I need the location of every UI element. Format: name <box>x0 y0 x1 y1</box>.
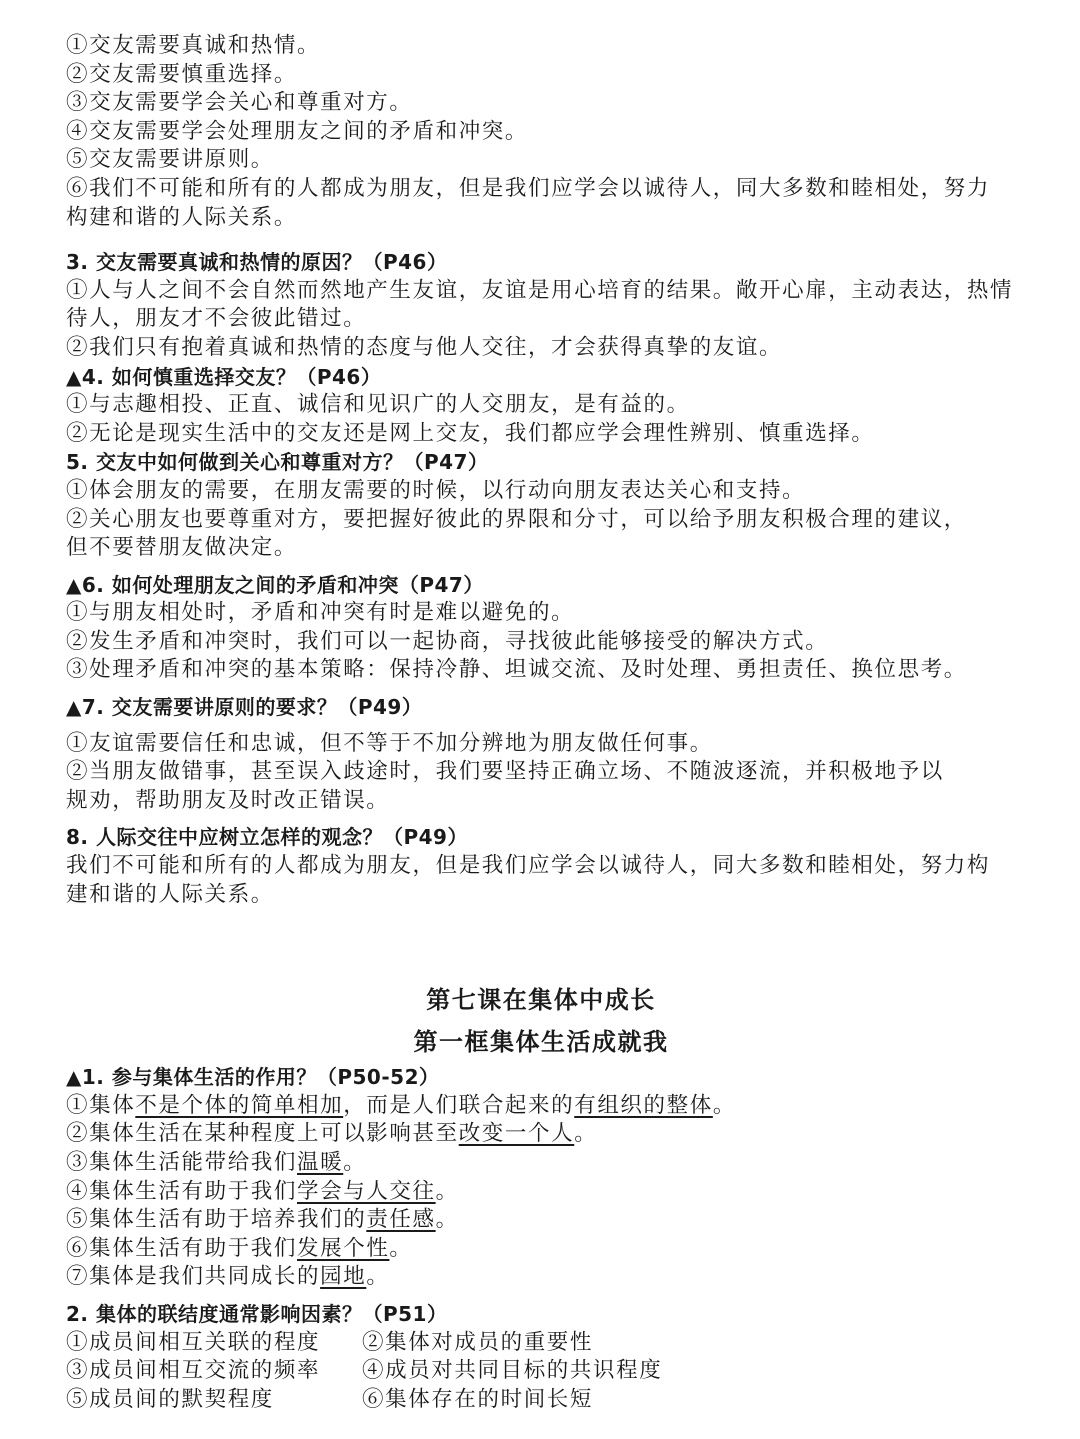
list-item: ①交友需要真诚和热情。 <box>66 33 321 58</box>
answer-line: ②当朋友做错事，甚至误入歧途时，我们要坚持正确立场、不随波逐流，并积极地予以 <box>66 759 944 785</box>
question-heading: ▲1. 参与集体生活的作用？（P50-52） <box>66 1065 440 1090</box>
answer-line: 我们不可能和所有的人都成为朋友，但是我们应学会以诚待人，同大多数和睦相处，努力构 <box>66 853 991 879</box>
lesson-subtitle: 第一框集体生活成就我 <box>413 1028 669 1057</box>
answer-line: 建和谐的人际关系。 <box>66 881 274 907</box>
list-item: ③交友需要学会关心和尊重对方。 <box>66 90 413 116</box>
list-item: ⑤交友需要讲原则。 <box>66 147 274 173</box>
answer-line: ②关心朋友也要尊重对方，要把握好彼此的界限和分寸，可以给予朋友积极合理的建议， <box>66 506 967 532</box>
factor-item: ⑥集体存在的时间长短 <box>362 1386 594 1412</box>
answer-line: 待人，朋友才不会彼此错过。 <box>66 306 367 332</box>
answer-line: 但不要替朋友做决定。 <box>66 535 298 561</box>
list-item: 构建和谐的人际关系。 <box>66 204 298 230</box>
factor-item: ④成员对共同目标的共识程度 <box>362 1358 663 1384</box>
text-span: ，而是人们联合起来的 <box>343 1092 575 1118</box>
question-heading: 2. 集体的联结度通常影响因素？（P51） <box>66 1301 448 1326</box>
answer-line: ②无论是现实生活中的交友还是网上交友，我们都应学会理性辨别、慎重选择。 <box>66 420 875 446</box>
collective-question-1 <box>66 1063 1016 1292</box>
factor-row <box>66 1329 1016 1358</box>
question-heading: ▲4. 如何慎重选择交友？（P46） <box>66 364 382 389</box>
question-heading: 8. 人际交往中应树立怎样的观念？（P49） <box>66 825 468 850</box>
text-span: ③集体生活能带给我们 <box>66 1150 298 1175</box>
text-span: 。 <box>343 1150 367 1175</box>
answer-line: ①体会朋友的需要，在朋友需要的时候，以行动向朋友表达关心和支持。 <box>66 477 806 503</box>
underlined-keyword: 园地 <box>320 1264 367 1290</box>
text-span: 。 <box>389 1235 413 1261</box>
answer-line: ①与志趣相投、正直、诚信和见识广的人交朋友，是有益的。 <box>66 392 690 418</box>
document-page <box>66 32 1016 1414</box>
question-3 <box>66 248 1016 362</box>
answer-line <box>66 1178 1016 1207</box>
factor-item: ②集体对成员的重要性 <box>362 1329 594 1355</box>
answer-line: ②发生矛盾和冲突时，我们可以一起协商，寻找彼此能够接受的解决方式。 <box>66 628 829 654</box>
underlined-keyword: 不是个体的简单相加 <box>135 1092 344 1118</box>
answer-line <box>66 1092 1016 1121</box>
answer-line: ①人与人之间不会自然而然地产生友谊，友谊是用心培育的结果。敞开心扉，主动表达，热情 <box>66 277 1014 303</box>
underlined-keyword: 有组织的整体 <box>574 1092 713 1118</box>
text-span: ④集体生活有助于我们 <box>66 1178 298 1204</box>
question-heading: ▲7. 交友需要讲原则的要求？（P49） <box>66 695 423 720</box>
question-heading: ▲6. 如何处理朋友之间的矛盾和冲突（P47） <box>66 572 484 597</box>
collective-question-2 <box>66 1300 1016 1414</box>
question-heading: 3. 交友需要真诚和热情的原因？（P46） <box>66 250 448 275</box>
underlined-keyword: 发展个性 <box>297 1235 390 1261</box>
answer-line: ①与朋友相处时，矛盾和冲突有时是难以避免的。 <box>66 600 575 626</box>
text-span: 。 <box>712 1092 736 1118</box>
list-item: ⑥我们不可能和所有的人都成为朋友，但是我们应学会以诚待人，同大多数和睦相处，努力 <box>66 175 991 201</box>
answer-line: ③处理矛盾和冲突的基本策略：保持冷静、坦诚交流、及时处理、勇担责任、换位思考。 <box>66 657 967 683</box>
answer-line: ②我们只有抱着真诚和热情的态度与他人交往，才会获得真挚的友谊。 <box>66 334 783 360</box>
answer-line <box>66 1120 1016 1149</box>
text-span: 。 <box>435 1178 459 1204</box>
question-6 <box>66 571 1016 685</box>
question-heading: 5. 交友中如何做到关心和尊重对方？（P47） <box>66 450 489 475</box>
factor-item: ①成员间相互关联的程度 <box>66 1329 321 1355</box>
answer-line: ①友谊需要信任和忠诚，但不等于不加分辨地为朋友做任何事。 <box>66 730 713 756</box>
text-span: ⑤集体生活有助于培养我们的 <box>66 1207 367 1233</box>
question-5 <box>66 448 1016 562</box>
text-span: 。 <box>366 1264 390 1290</box>
text-span: 。 <box>574 1121 598 1147</box>
underlined-keyword: 温暖 <box>297 1150 344 1175</box>
answer-line <box>66 1235 1016 1264</box>
underlined-keyword: 改变一个人 <box>458 1121 575 1147</box>
answer-line: 规劝，帮助朋友及时改正错误。 <box>66 787 390 813</box>
text-span: ⑦集体是我们共同成长的 <box>66 1264 321 1290</box>
answer-line <box>66 1206 1016 1235</box>
text-span: ⑥集体生活有助于我们 <box>66 1235 298 1261</box>
text-span: 。 <box>435 1207 459 1233</box>
answer-line <box>66 1263 1016 1292</box>
factor-row <box>66 1357 1016 1386</box>
answer-line <box>66 1149 1016 1178</box>
underlined-keyword: 责任感 <box>366 1207 436 1233</box>
friendship-list <box>66 32 1016 232</box>
question-7 <box>66 693 1016 815</box>
question-4 <box>66 363 1016 449</box>
factor-item: ③成员间相互交流的频率 <box>66 1358 321 1384</box>
underlined-keyword: 学会与人交往 <box>297 1178 436 1204</box>
lesson-title: 第七课在集体中成长 <box>426 986 656 1015</box>
factor-row <box>66 1386 1016 1415</box>
list-item: ②交友需要慎重选择。 <box>66 61 298 87</box>
question-8 <box>66 823 1016 909</box>
text-span: ①集体 <box>66 1092 136 1118</box>
list-item: ④交友需要学会处理朋友之间的矛盾和冲突。 <box>66 118 529 144</box>
text-span: ②集体生活在某种程度上可以影响甚至 <box>66 1121 459 1147</box>
factor-item: ⑤成员间的默契程度 <box>66 1386 274 1412</box>
